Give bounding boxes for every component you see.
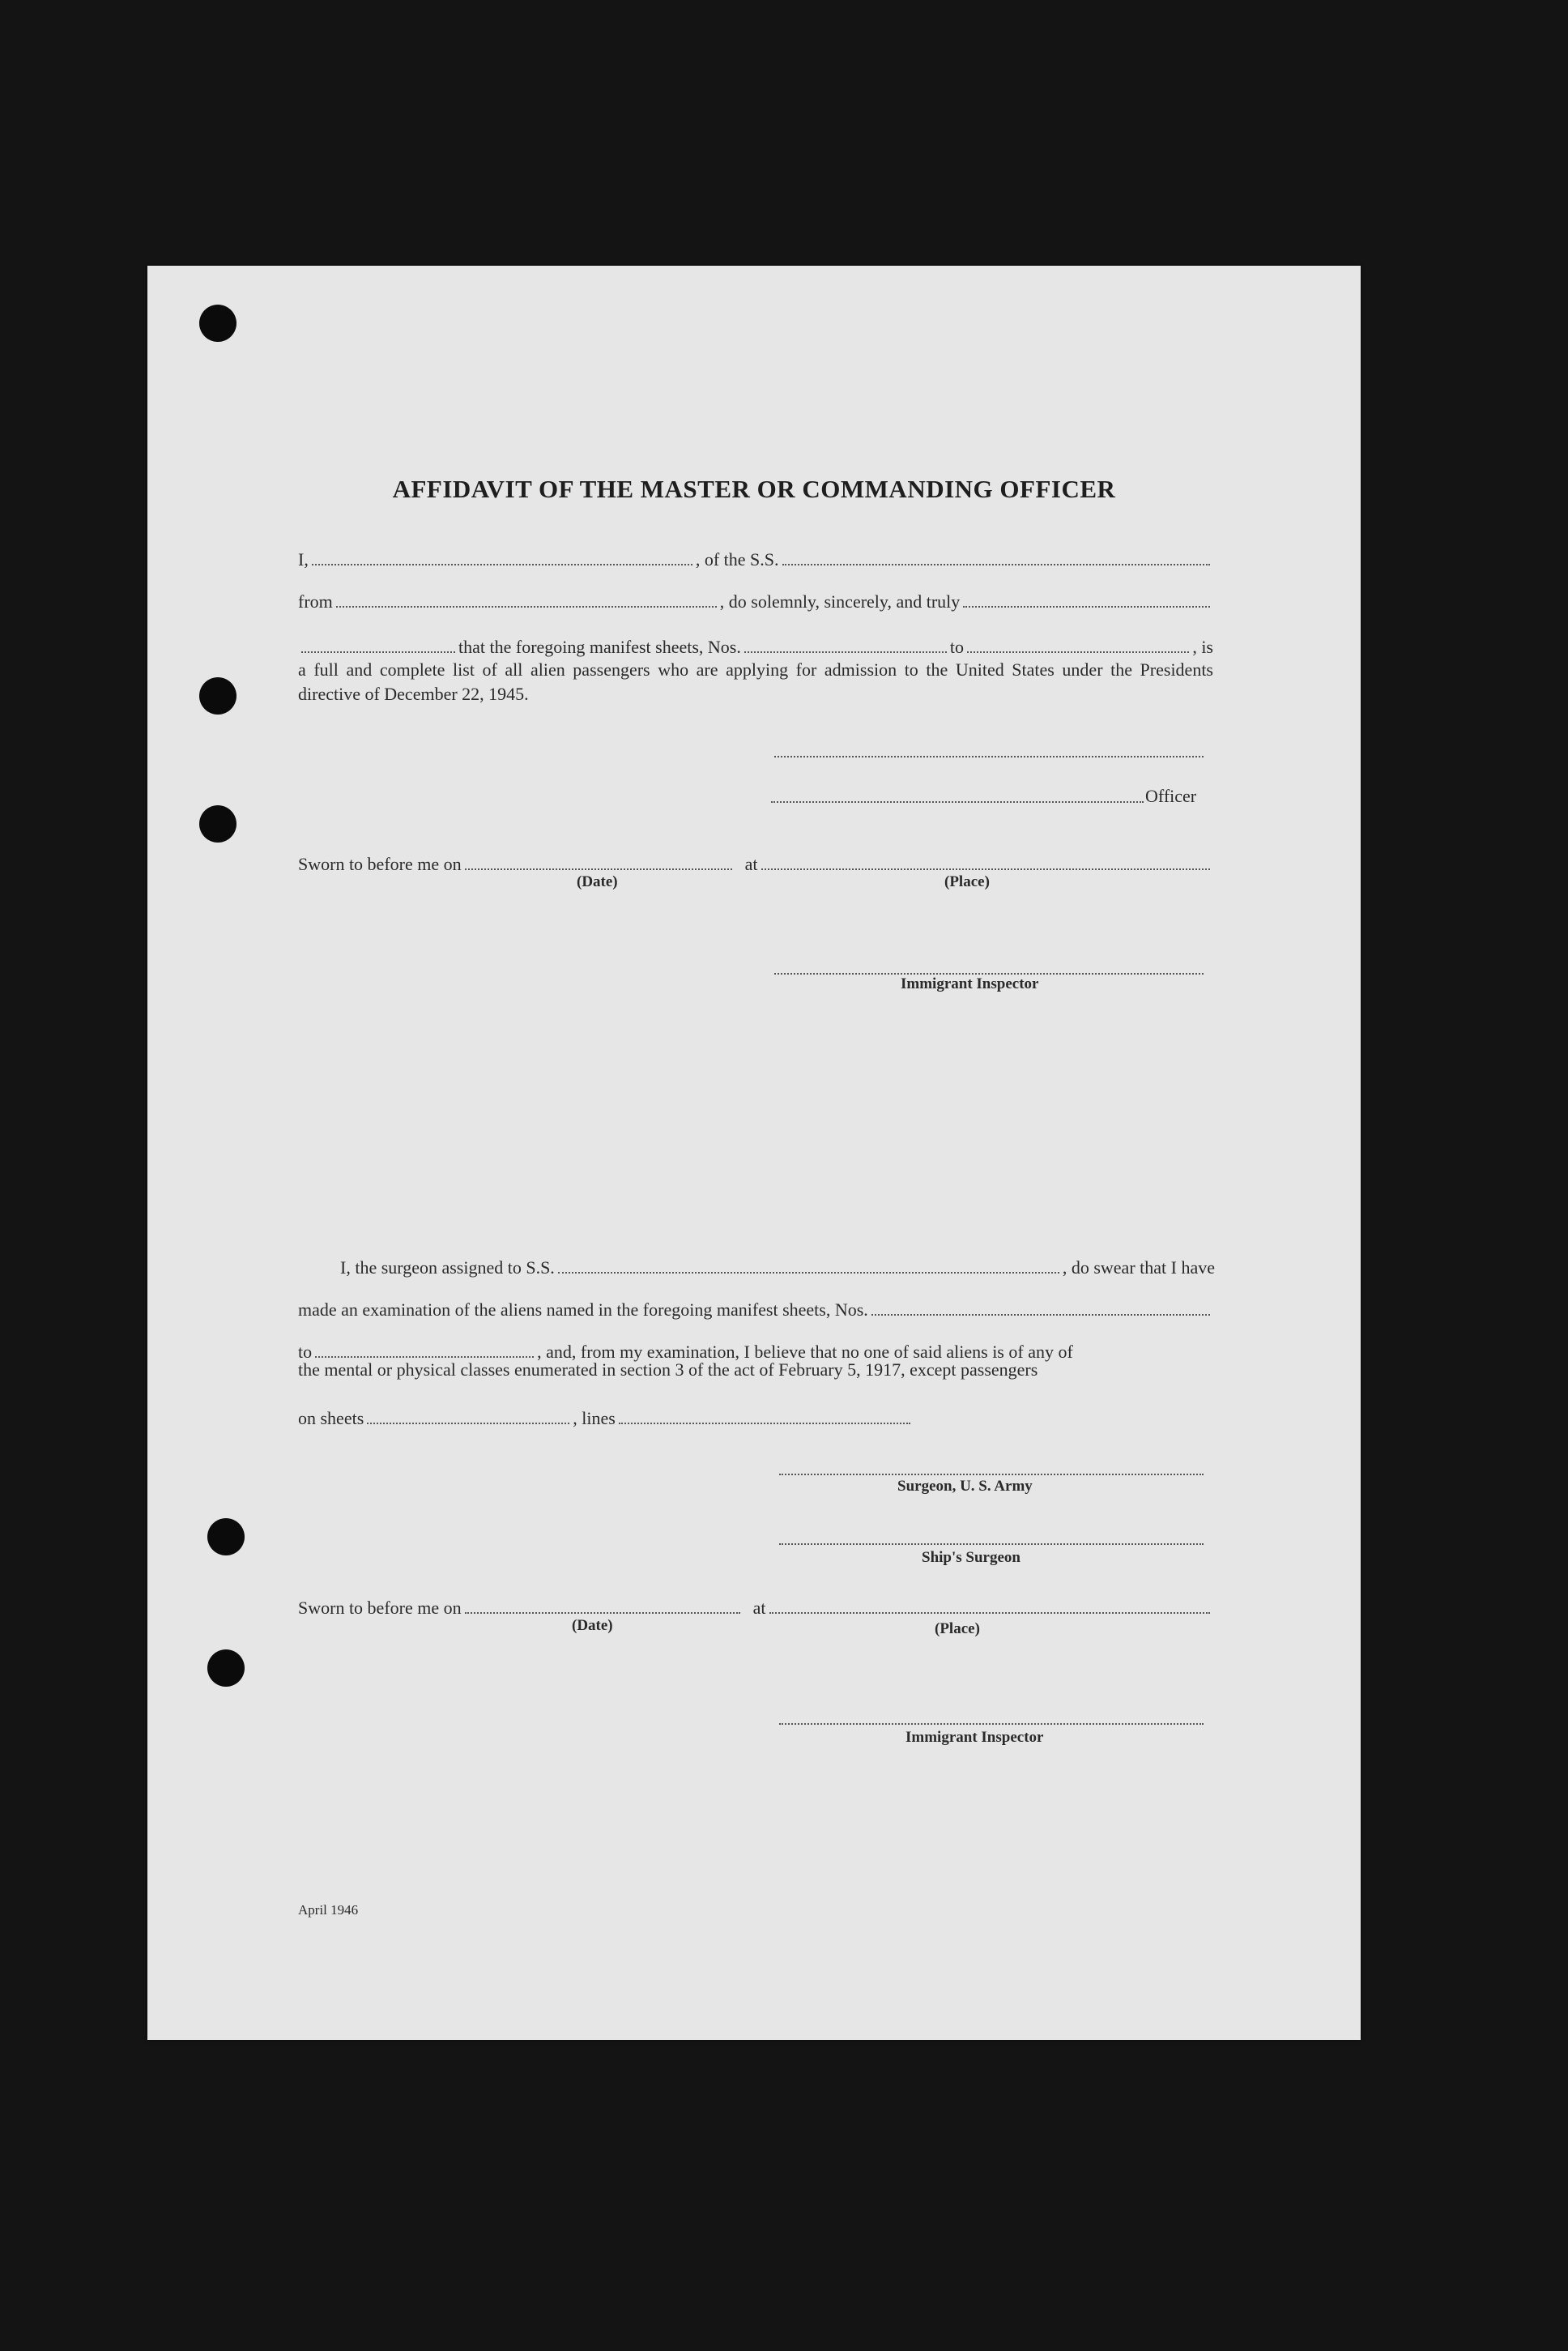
ships-surgeon-label: Ship's Surgeon — [922, 1549, 1020, 1566]
master-sheets-to-field[interactable] — [967, 651, 1189, 653]
page-title: AFFIDAVIT OF THE MASTER OR COMMANDING OFFICER — [392, 475, 1116, 503]
surgeon-inspector-label: Immigrant Inspector — [905, 1729, 1044, 1746]
master-sworn-line — [298, 846, 1213, 875]
surgeon-sworn-place-field[interactable] — [769, 1611, 1210, 1614]
master-place-label: (Place) — [944, 873, 990, 890]
form-date: April 1946 — [298, 1902, 359, 1918]
master-inspector-label: Immigrant Inspector — [901, 975, 1039, 992]
surgeon-line-1-end: , do swear that I have — [1062, 1257, 1215, 1278]
punch-hole — [207, 1649, 245, 1687]
surgeon-sheets-from-field[interactable] — [871, 1313, 1210, 1316]
surgeon-date-label: (Date) — [572, 1617, 613, 1634]
master-sworn-start: Sworn to before me on — [298, 854, 462, 874]
affidavit-page — [147, 266, 1361, 2040]
master-line-1-mid: , of the S.S. — [695, 549, 779, 570]
punch-hole — [199, 677, 236, 715]
surgeon-line-3-start: to — [298, 1342, 313, 1362]
master-line-3-to: to — [949, 637, 964, 657]
surgeon-line-4: the mental or physical classes enumerated in section 3 of the act of February 5, 1917, except passengers — [298, 1359, 1038, 1380]
surgeon-line-3-end: , and, from my examination, I believe that no one of said aliens is of any of — [537, 1342, 1073, 1362]
master-sworn-date-field[interactable] — [465, 868, 732, 870]
surgeon-sworn-at: at — [752, 1598, 766, 1618]
master-line-1-start: I, — [298, 549, 309, 570]
surgeon-line-1-start: I, the surgeon assigned to S.S. — [340, 1257, 555, 1278]
punch-hole — [199, 805, 236, 843]
surgeon-ship-field[interactable] — [558, 1271, 1059, 1274]
punch-hole — [207, 1518, 245, 1555]
surgeon-sworn-date-field[interactable] — [465, 1611, 740, 1614]
master-line-3 — [298, 629, 1213, 658]
master-sworn-place-field[interactable] — [761, 868, 1210, 870]
master-oath-field[interactable] — [963, 605, 1210, 608]
surgeon-line-1 — [340, 1249, 1215, 1278]
master-line-2 — [298, 583, 1213, 612]
army-surgeon-label: Surgeon, U. S. Army — [897, 1478, 1033, 1495]
surgeon-line-5-start: on sheets — [298, 1408, 364, 1428]
master-paragraph: a full and complete list of all alien passengers who are applying for admission to the United States under the Presidents directive of December 22, 1945. — [298, 659, 1213, 704]
surgeon-except-sheets-field[interactable] — [367, 1422, 569, 1424]
master-line-3-mid: that the foregoing manifest sheets, Nos. — [458, 637, 741, 657]
officer-label: Officer — [1145, 786, 1197, 806]
master-date-label: (Date) — [577, 873, 618, 890]
master-swear-field[interactable] — [301, 651, 455, 653]
surgeon-line-5-lines: , lines — [573, 1408, 616, 1428]
master-sworn-at: at — [744, 854, 758, 874]
surgeon-inspector-signature-line[interactable] — [779, 1722, 1204, 1725]
officer-signature-line[interactable] — [771, 800, 1144, 803]
punch-hole — [199, 305, 236, 342]
surgeon-except-lines-field[interactable] — [619, 1422, 910, 1424]
master-signature-line[interactable] — [774, 755, 1204, 757]
master-line-2-start: from — [298, 591, 333, 612]
master-from-field[interactable] — [336, 605, 717, 608]
ships-surgeon-signature-line[interactable] — [779, 1542, 1204, 1545]
surgeon-sworn-line — [298, 1589, 1213, 1619]
master-line-1 — [298, 541, 1213, 570]
surgeon-line-2 — [298, 1291, 1213, 1321]
surgeon-line-5 — [298, 1400, 914, 1429]
surgeon-line-2-start: made an examination of the aliens named in the foregoing manifest sheets, Nos. — [298, 1299, 868, 1320]
master-sheets-from-field[interactable] — [744, 651, 947, 653]
master-ship-field[interactable] — [782, 563, 1210, 565]
surgeon-sworn-start: Sworn to before me on — [298, 1598, 462, 1618]
master-name-field[interactable] — [312, 563, 692, 565]
master-line-2-mid: , do solemnly, sincerely, and truly — [719, 591, 961, 612]
surgeon-place-label: (Place) — [935, 1620, 980, 1637]
master-line-3-end: , is — [1192, 637, 1213, 657]
army-surgeon-signature-line[interactable] — [779, 1473, 1204, 1475]
master-inspector-signature-line[interactable] — [774, 972, 1204, 975]
